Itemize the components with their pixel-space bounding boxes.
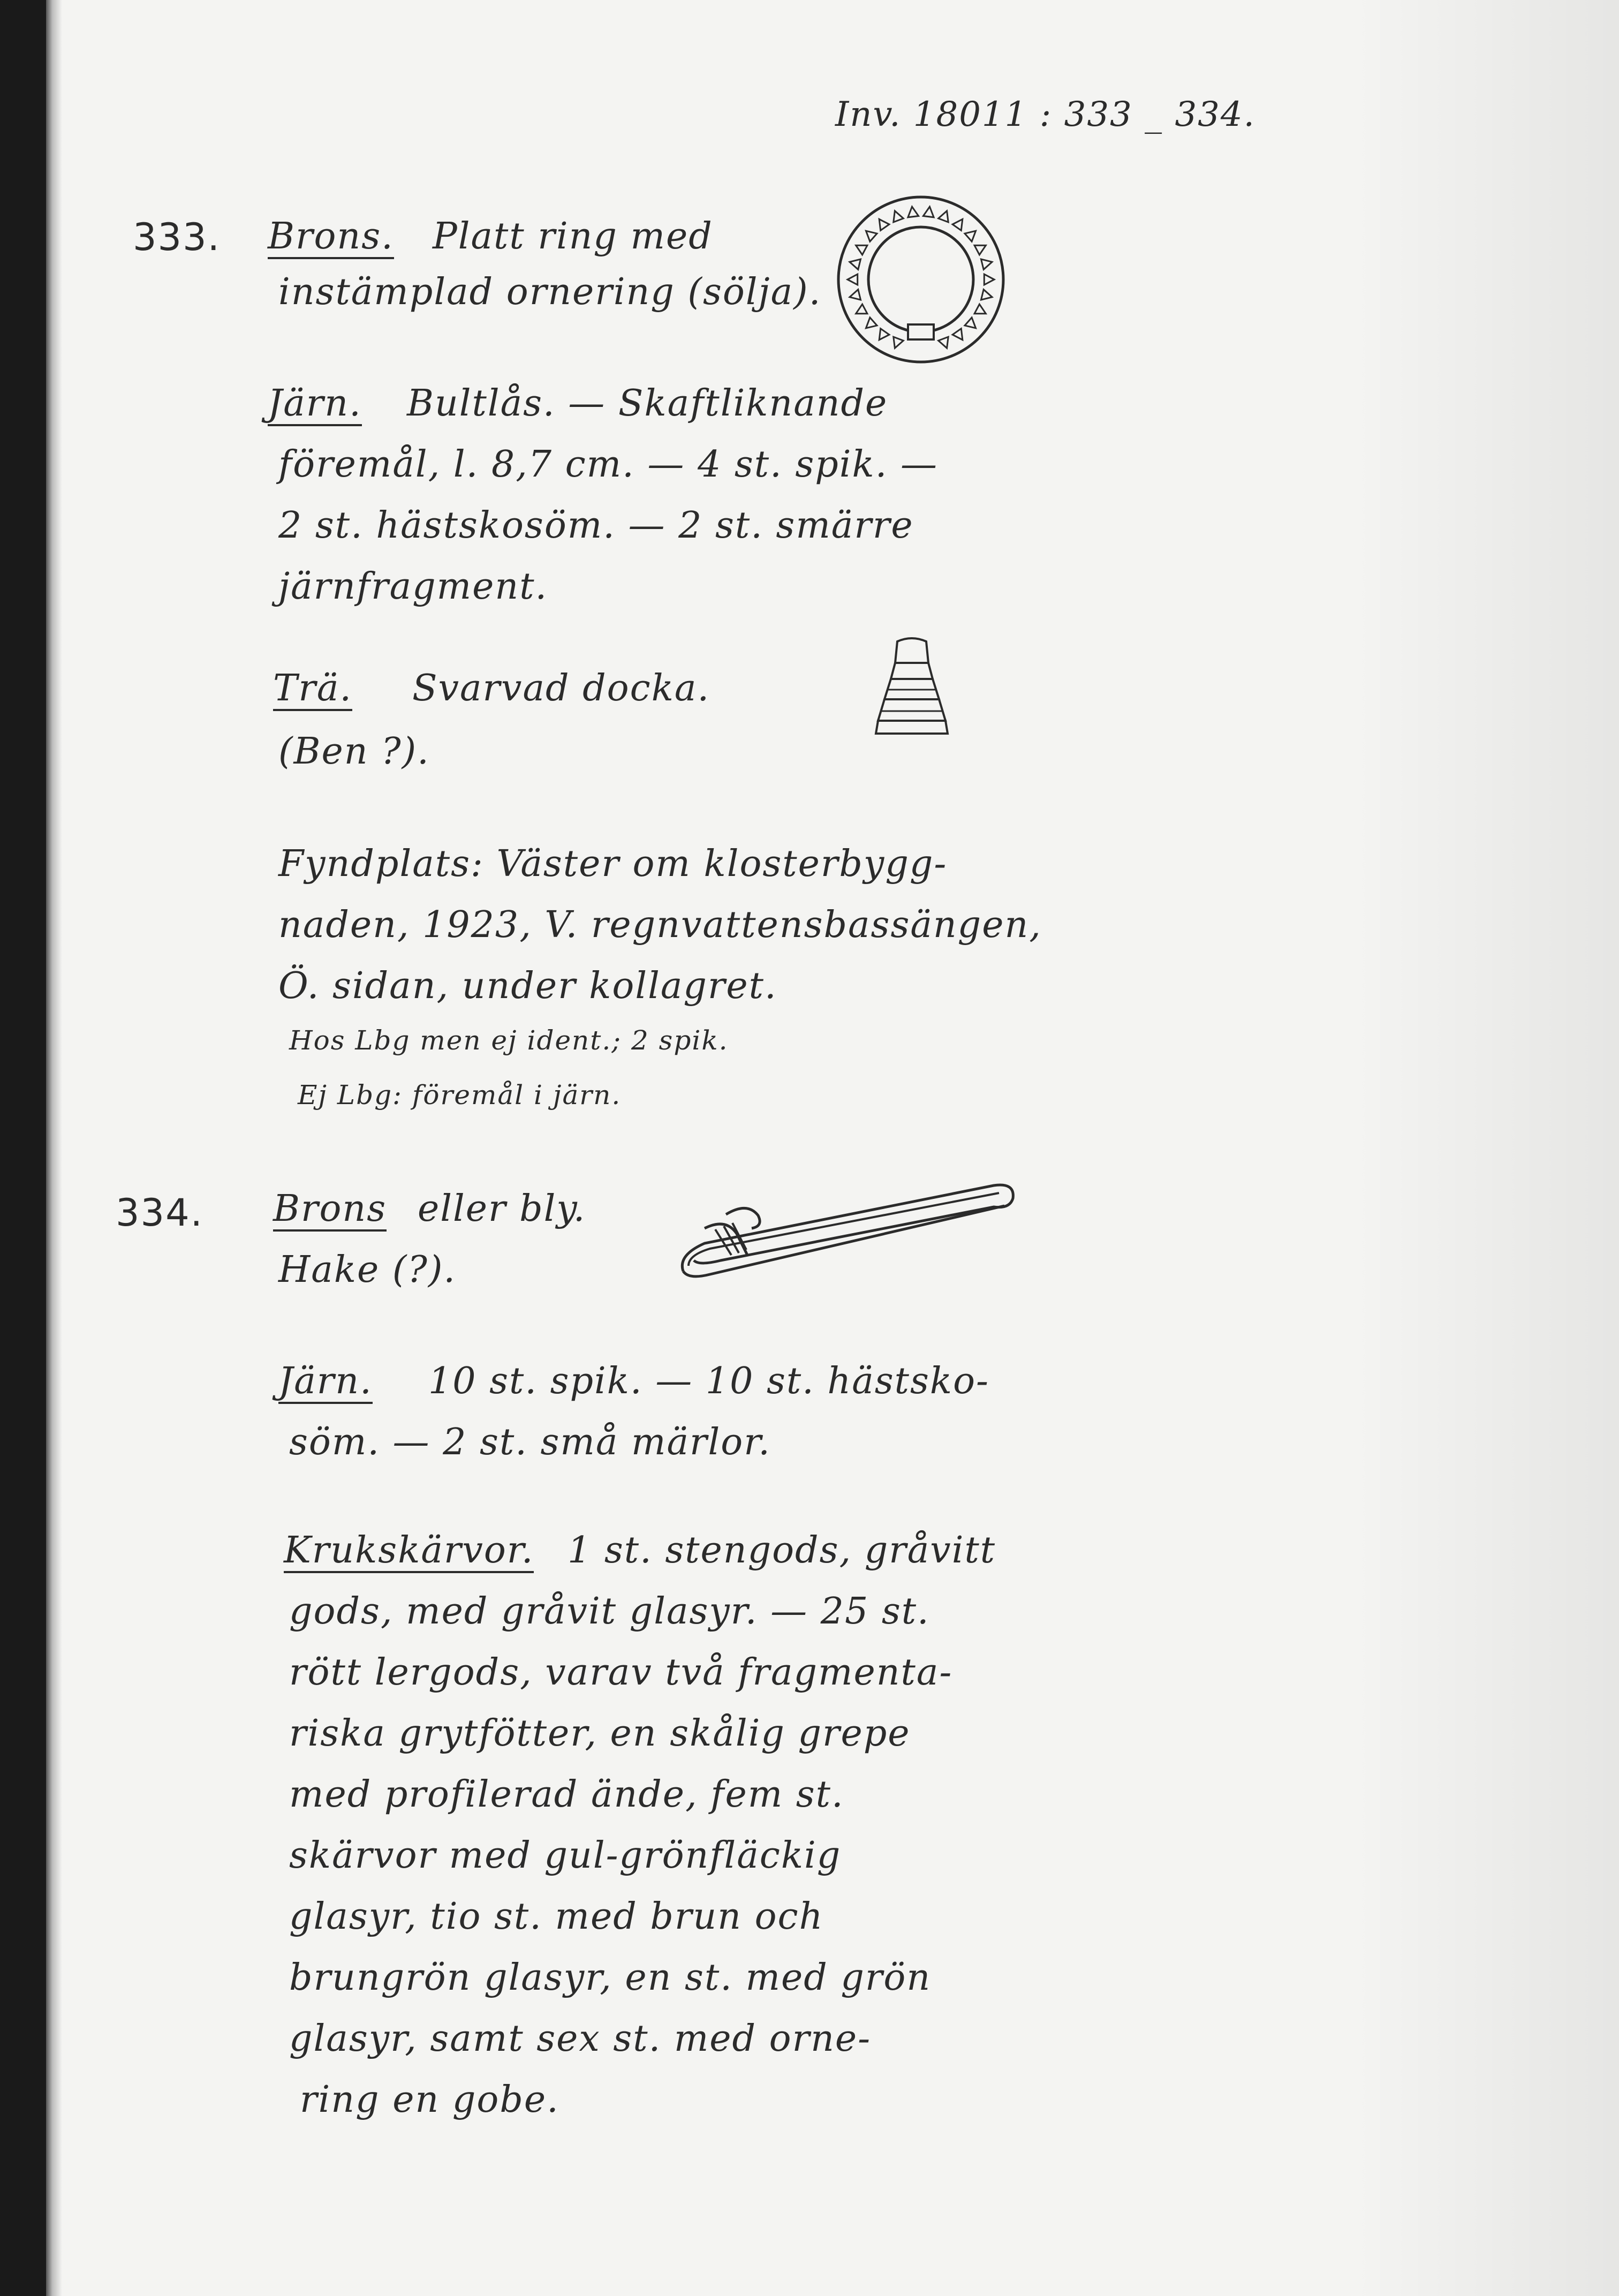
text-line: Bultlås. — Skaftliknande (407, 382, 888, 425)
ring-stamp-mark (939, 337, 949, 348)
turned-doll-sketch (866, 636, 957, 738)
text-line: Hake (?). (278, 1249, 457, 1291)
findspot-note: Hos Lbg men ej ident.; 2 spik. (289, 1025, 729, 1056)
ring-stamp-mark (866, 231, 877, 241)
text-line: Svarvad docka. (412, 667, 710, 709)
text-line: 10 st. spik. — 10 st. hästsko- (428, 1360, 989, 1402)
text-line: järnfragment. (278, 565, 548, 608)
text-line: Platt ring med (433, 215, 713, 258)
entry-number-333: 333. (133, 215, 221, 259)
text-line: eller bly. (418, 1188, 586, 1230)
ring-stamp-mark (848, 274, 858, 285)
ring-stamp-mark (908, 207, 919, 217)
text-line: söm. — 2 st. små märlor. (289, 1421, 771, 1463)
text-line: med profilerad ände, fem st. (289, 1773, 844, 1816)
findspot-line: Ö. sidan, under kollagret. (278, 965, 777, 1007)
material-tra: Trä. (273, 670, 352, 711)
text-line: rött lergods, varav två fragmenta- (289, 1651, 953, 1694)
ring-stamp-mark (984, 274, 994, 285)
material-brons: Brons. (268, 218, 394, 259)
ring-sketch (835, 194, 1007, 365)
ring-stamp-mark (974, 245, 986, 255)
text-line: glasyr, samt sex st. med orne- (289, 2018, 872, 2060)
findspot-note: Ej Lbg: föremål i järn. (298, 1079, 622, 1111)
inventory-header: Inv. 18011 : 333 _ 334. (835, 95, 1255, 134)
material-brons: Brons (273, 1191, 387, 1232)
material-jarn: Järn. (278, 1363, 373, 1404)
text-line: riska grytfötter, en skålig grepe (289, 1712, 911, 1755)
findspot-line: Fyndplats: Väster om klosterbygg- (278, 843, 948, 885)
text-line: ring en gobe. (300, 2079, 559, 2121)
findspot-line: naden, 1923, V. regnvattensbassängen, (278, 904, 1042, 946)
entry-number-334: 334. (116, 1191, 203, 1235)
ring-stamp-mark (981, 259, 993, 269)
notebook-page (46, 0, 1619, 2296)
hook-sketch (672, 1175, 1026, 1287)
ring-stamp-mark (879, 329, 889, 340)
notebook-spine-shadow (46, 0, 62, 2296)
text-line: brungrön glasyr, en st. med grön (289, 1957, 932, 1999)
ring-stamp-mark (856, 304, 867, 314)
ring-stamp-mark (952, 329, 963, 340)
text-line: gods, med gråvit glasyr. — 25 st. (289, 1590, 930, 1633)
text-line: skärvor med gul-grönfläckig (289, 1834, 842, 1877)
ring-stamp-mark (965, 318, 976, 328)
text-line: glasyr, tio st. med brun och (289, 1895, 824, 1938)
text-line: (Ben ?). (278, 730, 430, 773)
text-line: instämplad ornering (sölja). (278, 271, 822, 313)
material-krukskarvor: Krukskärvor. (284, 1532, 534, 1573)
ring-stamp-mark (856, 245, 867, 255)
ring-stamp-mark (894, 211, 904, 222)
ring-stamp-mark (850, 290, 861, 300)
ring-stamp-mark (939, 211, 949, 222)
ring-stamp-mark (923, 207, 934, 217)
ring-stamp-mark (974, 304, 986, 314)
ring-stamp-mark (879, 219, 889, 230)
ring-stamp-mark (866, 318, 877, 328)
text-line: föremål, l. 8,7 cm. — 4 st. spik. — (278, 443, 938, 486)
ring-stamp-mark (965, 231, 976, 241)
ring-stamp-mark (981, 290, 993, 300)
ring-stamp-mark (850, 259, 861, 269)
ring-stamp-mark (952, 219, 963, 230)
ring-stamp-mark (894, 337, 904, 348)
text-line: 2 st. hästskosöm. — 2 st. smärre (278, 504, 914, 547)
text-line: 1 st. stengods, gråvitt (568, 1529, 996, 1572)
material-jarn: Järn. (268, 386, 362, 426)
